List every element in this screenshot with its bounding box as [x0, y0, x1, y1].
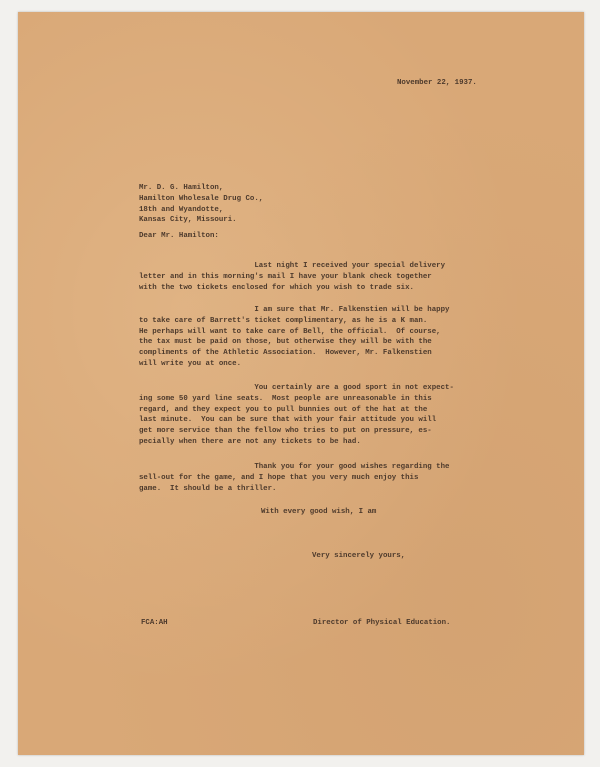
text-line: compliments of the Athletic Association. However, Mr. Falkenstien: [139, 349, 432, 358]
recipient-address: [139, 183, 263, 226]
paragraph-4: [139, 462, 449, 494]
text-line: with the two tickets enclosed for which you wish to trade six.: [139, 283, 414, 292]
signature-title: Director of Physical Education.: [313, 619, 451, 627]
text-line: Thank you for your good wishes regarding the: [139, 463, 450, 471]
text-line: to take care of Barrett's ticket complimentary, as he is a K man.: [139, 316, 428, 325]
text-line: He perhaps will want to take care of Bell, the official. Of course,: [139, 327, 441, 336]
address-line: Mr. D. G. Hamilton,: [139, 184, 224, 192]
text-line: regard, and they expect you to pull bunnies out of the hat at the: [139, 405, 428, 414]
closing-wish: With every good wish, I am: [261, 508, 377, 516]
text-line: ing some 50 yard line seats. Most people are unreasonable in this: [139, 394, 432, 403]
address-line: Hamilton Wholesale Drug Co.,: [139, 194, 264, 203]
paragraph-3: [139, 383, 454, 448]
text-line: will write you at once.: [139, 359, 242, 368]
text-line: Last night I received your special delivery: [139, 262, 446, 270]
text-line: sell-out for the game, and I hope that you very much enjoy this: [139, 473, 419, 482]
address-line: 18th and Wyandotte,: [139, 205, 224, 214]
text-line: get more service than the fellow who tries to put on pressure, es-: [139, 427, 432, 436]
closing: Very sincerely yours,: [312, 552, 406, 560]
paragraph-1: [139, 261, 445, 293]
paragraph-2: [139, 305, 449, 370]
text-line: game. It should be a thriller.: [139, 484, 277, 493]
text-line: You certainly are a good sport in not expect-: [139, 384, 454, 392]
salutation: Dear Mr. Hamilton:: [139, 232, 219, 240]
text-line: pecially when there are not any tickets to be had.: [139, 437, 361, 446]
text-line: letter and in this morning's mail I have your blank check together: [139, 272, 432, 281]
text-line: the tax must be paid on those, but otherwise they will be with the: [139, 338, 432, 347]
text-line: last minute. You can be sure that with your fair attitude you will: [139, 416, 437, 425]
typist-initials: FCA:AH: [141, 619, 168, 627]
address-line: Kansas City, Missouri.: [139, 216, 237, 225]
letter-date: November 22, 1937.: [397, 79, 477, 87]
text-line: I am sure that Mr. Falkenstien will be happy: [139, 306, 450, 314]
